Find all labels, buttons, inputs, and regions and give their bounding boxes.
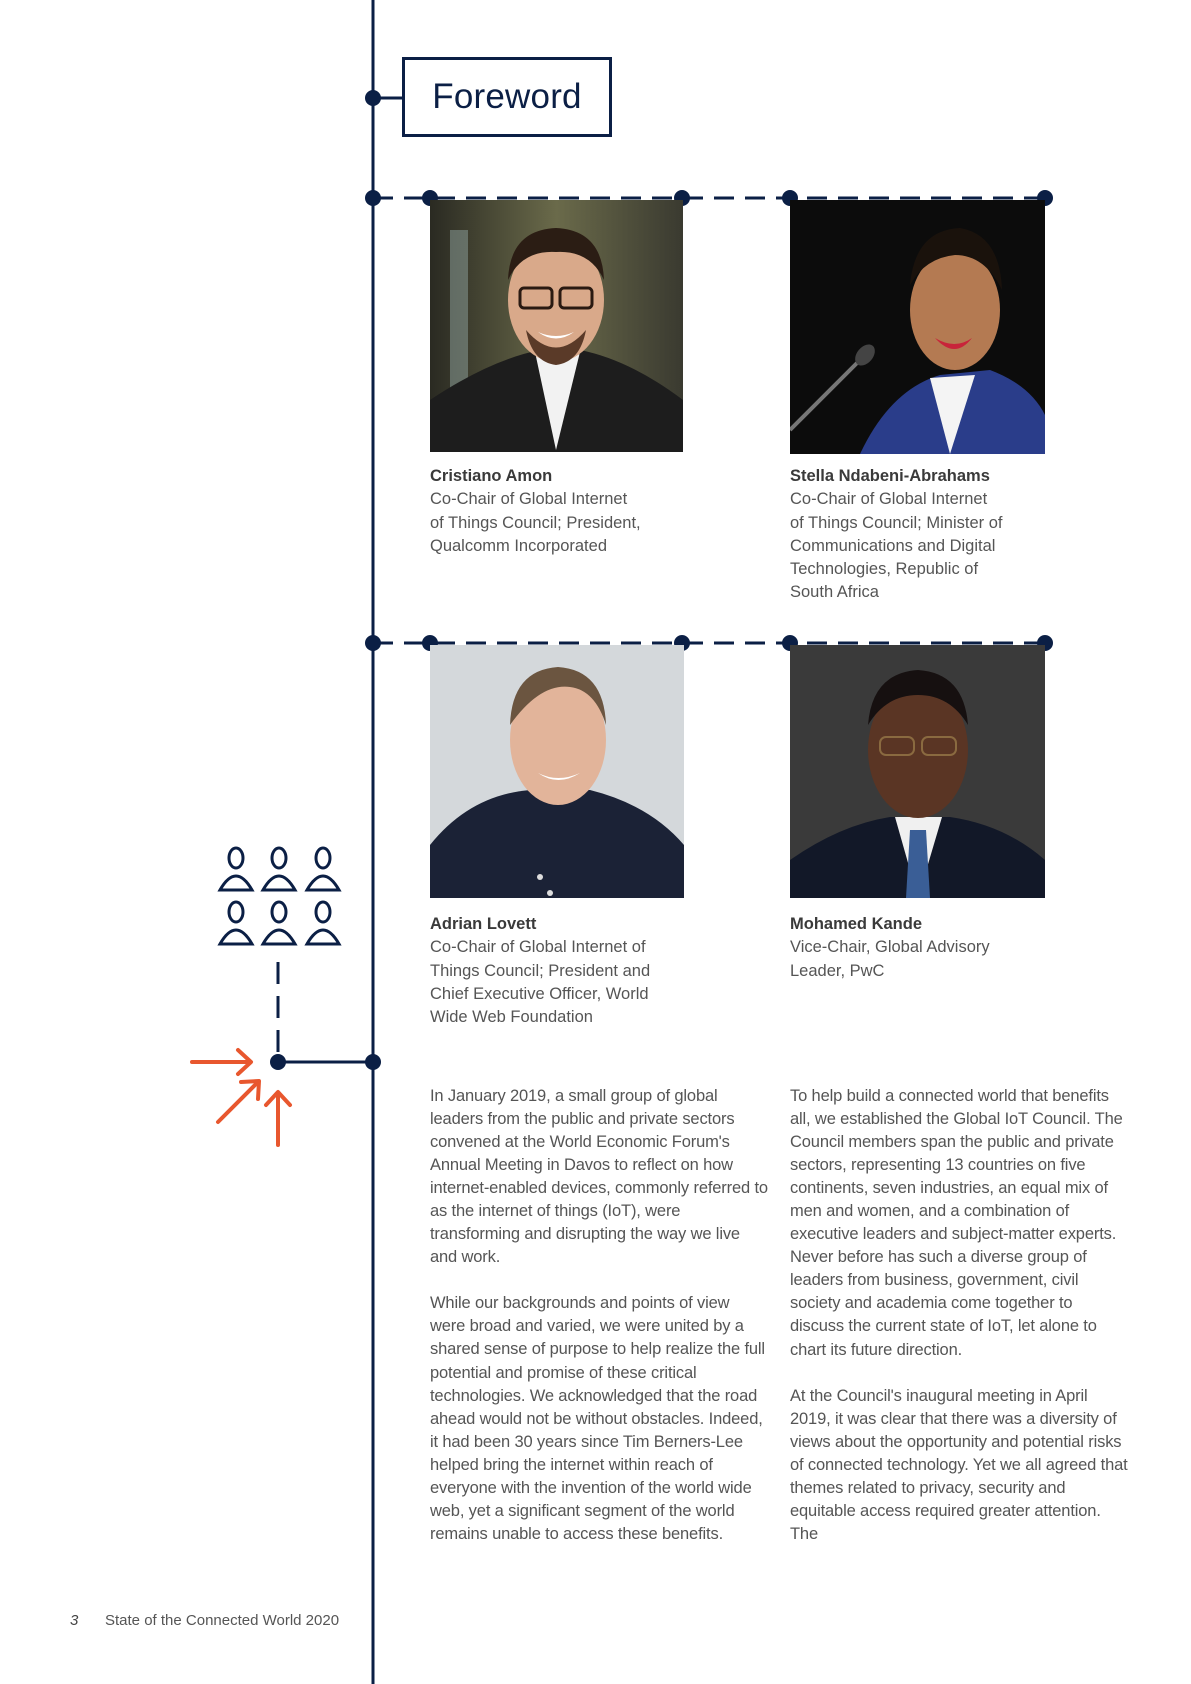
person-role-line: Co-Chair of Global Internet [430,490,628,509]
people-group-icon [219,848,340,944]
page-number: 3 [70,1612,79,1629]
publication-title: State of the Connected World 2020 [105,1612,340,1629]
person-role-line: Communications and Digital [790,536,996,555]
person-name: Mohamed Kande [790,915,923,933]
person-role-line: Technologies, Republic of [790,560,979,579]
person-card-stella-ndabeni-abrahams [790,465,1090,605]
person-role-line: South Africa [790,583,879,602]
body-paragraph: In January 2019, a small group of global leaders from the public and private sectors convened at the World Economic Forum's Annual Meeting in Davos to reflect on how internet-enabled devices, commonly referred to as the internet of things (IoT), were transforming and disrupting the way we live and work. [430,1087,768,1267]
body-column-left [430,1085,768,1569]
row2-node [365,635,381,651]
title-node [365,90,381,106]
person-card-adrian-lovett [430,913,730,1029]
portrait-photo-mohamed-kande [790,645,1045,898]
person-role-line: Co-Chair of Global Internet [790,490,988,509]
person-role-line: Wide Web Foundation [430,1008,593,1027]
row1-node [365,190,381,206]
group-node [270,1054,286,1070]
person-role-line: of Things Council; Minister of [790,513,1003,532]
person-role-line: Co-Chair of Global Internet of [430,938,646,957]
person-card-cristiano-amon [430,465,730,558]
body-paragraph: To help build a connected world that benefits all, we established the Global IoT Council. The Council members span the public and private sectors, representing 13 countries on five continents, seven industries, an equal mix of men and women, and a combination of executive leaders and subject-matter experts. Never before has such a diverse group of leaders from business, government, civil society and academia come together to discuss the current state of IoT, let alone to chart its future direction. [790,1087,1123,1359]
person-role-line: Chief Executive Officer, World [430,984,649,1003]
person-role-line: of Things Council; President, [430,513,641,532]
body-paragraph: While our backgrounds and points of view were broad and varied, we were united by a shared sense of purpose to help realize the full potential and promise of these critical technologies. We acknowledged that the road ahead would not be without obstacles. Indeed, it had been 30 years since Tim Berners-Lee helped bring the internet within reach of everyone with the invention of the world wide web, yet a significant segment of the world remains unable to access these benefits. [430,1294,765,1543]
portrait-photo-cristiano-amon [430,200,683,452]
portrait-photo-adrian-lovett [430,645,684,898]
person-role-line: Leader, PwC [790,961,885,980]
person-card-mohamed-kande [790,913,1090,983]
person-name: Stella Ndabeni-Abrahams [790,467,990,485]
timeline-node [365,1054,381,1070]
page-title: Foreword [432,77,582,116]
person-role-line: Qualcomm Incorporated [430,536,607,555]
person-name: Cristiano Amon [430,467,553,485]
body-paragraph: At the Council's inaugural meeting in April 2019, it was clear that there was a diversity of views about the opportunity and potential risks of connected technology. Yet we all agreed that themes related to privacy, security and equitable access required greater attention. The [790,1386,1128,1543]
section-title-box [402,57,612,137]
body-column-right [790,1085,1128,1569]
person-role-line: Vice-Chair, Global Advisory [790,938,990,957]
person-role-line: Things Council; President and [430,961,651,980]
page-footer [70,1612,339,1629]
portrait-photo-stella-ndabeni-abrahams [790,200,1045,454]
person-name: Adrian Lovett [430,915,537,933]
